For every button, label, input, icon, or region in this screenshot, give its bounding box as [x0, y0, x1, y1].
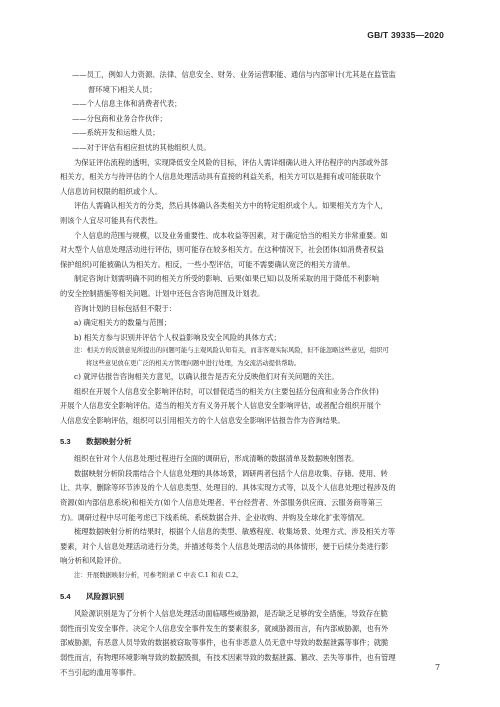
- paragraph-line: 响分析和风险评价。: [60, 556, 126, 566]
- section-title: 风险源识别: [86, 591, 124, 601]
- section-title: 数据映射分析: [86, 436, 132, 446]
- standard-number: GB/T 39335—2020: [367, 30, 444, 40]
- paragraph-line: 组织在开展个人信息安全影响评估时，可以督促适当的相关方(主要包括分包商和业务合作伙伴): [74, 386, 379, 396]
- stakeholder-item: ——系统开发和运维人员；: [72, 128, 160, 138]
- paragraph-line: 个人信息的范围与规模，以及业务重要性、成本收益等因素，对于确定恰当的相关方非常重要。如: [74, 230, 388, 240]
- section-heading-5-4: [60, 590, 442, 605]
- section-heading-5-3: [60, 435, 442, 450]
- paragraph-line: 相关方，相关方与待评估的个人信息处理活动具有直接的利益关系，相关方可以是拥有或可能获取个: [60, 172, 382, 182]
- stakeholder-item: ——分包商和业务合作伙伴；: [72, 113, 167, 123]
- paragraph-line: 制定咨询计划需明确不同的相关方所受的影响、后果(如果已知)以及所采取的用于降低不利影响: [74, 274, 379, 284]
- section-number: 5.3: [60, 436, 71, 446]
- page-body: [60, 68, 442, 680]
- paragraph-line: 则该个人宜尽可能具有代表性。: [60, 215, 163, 225]
- paragraph-line: 弱性而引发安全事件。决定个人信息安全事件发生的要素很多，就威胁源而言，有内部威胁源，也有外: [60, 623, 389, 633]
- note-line-continued: 将这些意见放在更广泛的相关方管理问题中进行处理，为交流活动提供帮助。: [86, 359, 301, 367]
- paragraph-line: 方)。调研过程中尽可能考虑已下线系统、系统数据合并、企业收购、并购及全球化扩张等情况。: [60, 512, 370, 522]
- paragraph-line: 不当引起的滥用等事件。: [60, 667, 141, 677]
- list-item-a: a) 确定相关方的数量与范围；: [74, 318, 172, 328]
- stakeholder-item: ——个人信息主体和消费者代表；: [72, 99, 182, 109]
- paragraph-line: 梳理数据映射分析的结果时，根据个人信息的类型、敏感程度、收集场景、处理方式、涉及相关方等: [74, 527, 396, 537]
- paragraph-line: 的安全控制措施等相关问题。计划中还包含咨询范围及计划表。: [60, 288, 265, 298]
- paragraph-line: 让、共享、删除等环节涉及的个人信息类型、处理目的、具体实现方式等，以及个人信息处理过程涉及的: [60, 483, 396, 493]
- paragraph-line: 组织在针对个人信息处理过程进行全面的调研后，形成清晰的数据清单及数据映射图表。: [74, 454, 359, 464]
- stakeholder-item-continued: 督环境下)相关人员；: [88, 84, 157, 94]
- paragraph-line: 开展个人信息安全影响评估。适当的相关方有义务开展个人信息安全影响评估，或者配合组织开展个: [60, 401, 382, 411]
- paragraph-line: 风险源识别是为了分析个人信息处理活动面临哪些威胁源，是否缺乏足够的安全措施，导致存在脆: [74, 609, 388, 619]
- paragraph-line: 要素，对个人信息处理活动进行分类，并描述每类个人信息处理活动的具体情形，便于后续分类进行影: [60, 541, 389, 551]
- paragraph-line: 咨询计划的目标包括但不限于：: [74, 303, 177, 313]
- paragraph-line: 资源(如内部信息系统)和相关方(如个人信息处理者、平台经营者、外部服务供应商、云服务商等第三: [60, 498, 383, 508]
- section-number: 5.4: [60, 591, 71, 601]
- paragraph-line: 为保证评估流程的透明，实现降低安全风险的目标，评估人需详细确认进入评估程序的内部或外部: [74, 157, 388, 167]
- note-line: 注：相关方的反馈意见所提出的问题可能与主观风险认知有关，而非客观实际风险，但不能忽略这些意见，组织可: [74, 347, 389, 355]
- paragraph-line: 对大型个人信息处理活动进行评估，则可能存在较多相关方。在这种情况下，社会团体(如消费者权益: [60, 245, 384, 255]
- paragraph-line: 人信息安全影响评估，组织可以引用相关方的个人信息安全影响评估报告作为咨询结果。: [60, 416, 345, 426]
- list-item-c: c) 就评估报告咨询相关方意见，以确认报告是否充分反映他们对有关问题的关注。: [74, 372, 339, 382]
- stakeholder-item: ——对于评估有相应担忧的其他组织人员。: [72, 142, 211, 152]
- paragraph-line: 数据映射分析阶段需结合个人信息处理的具体场景，调研两者包括个人信息收集、存储、使用、转: [74, 468, 388, 478]
- note-line: 注：开展数据映射分析，可参考附录 C 中表 C.1 和表 C.2。: [74, 572, 243, 579]
- stakeholder-item: ——员工，例如人力资源、法律、信息安全、财务、业务运营职能、通信与内部审计(尤其是在监管监: [72, 70, 396, 79]
- paragraph-line: 评估人需确认相关方的分类，然后具体确认各类相关方中的特定组织或个人。如果相关方为个人，: [74, 201, 388, 211]
- paragraph-line: 人信息访问权限的组织或个人。: [60, 186, 163, 196]
- paragraph-line: 保护组织)可能被确认为相关方。相反，一些小型评估，可能不需要确认宽泛的相关方清单。: [60, 259, 355, 269]
- list-item-b: b) 相关方参与识别并评估个人权益影响及安全风险的具体方式；: [74, 332, 281, 342]
- paragraph-line: 弱性而言，有物理环境影响导致的数据毁损，有技术因素导致的数据泄露、篡改、丢失等事件，也有管理: [60, 652, 396, 662]
- page-number: 7: [435, 663, 441, 672]
- paragraph-line: 部威胁源，有恶意人员导致的数据被窃取等事件，也有非恶意人员无意中导致的数据泄露等事件；就脆: [60, 638, 389, 648]
